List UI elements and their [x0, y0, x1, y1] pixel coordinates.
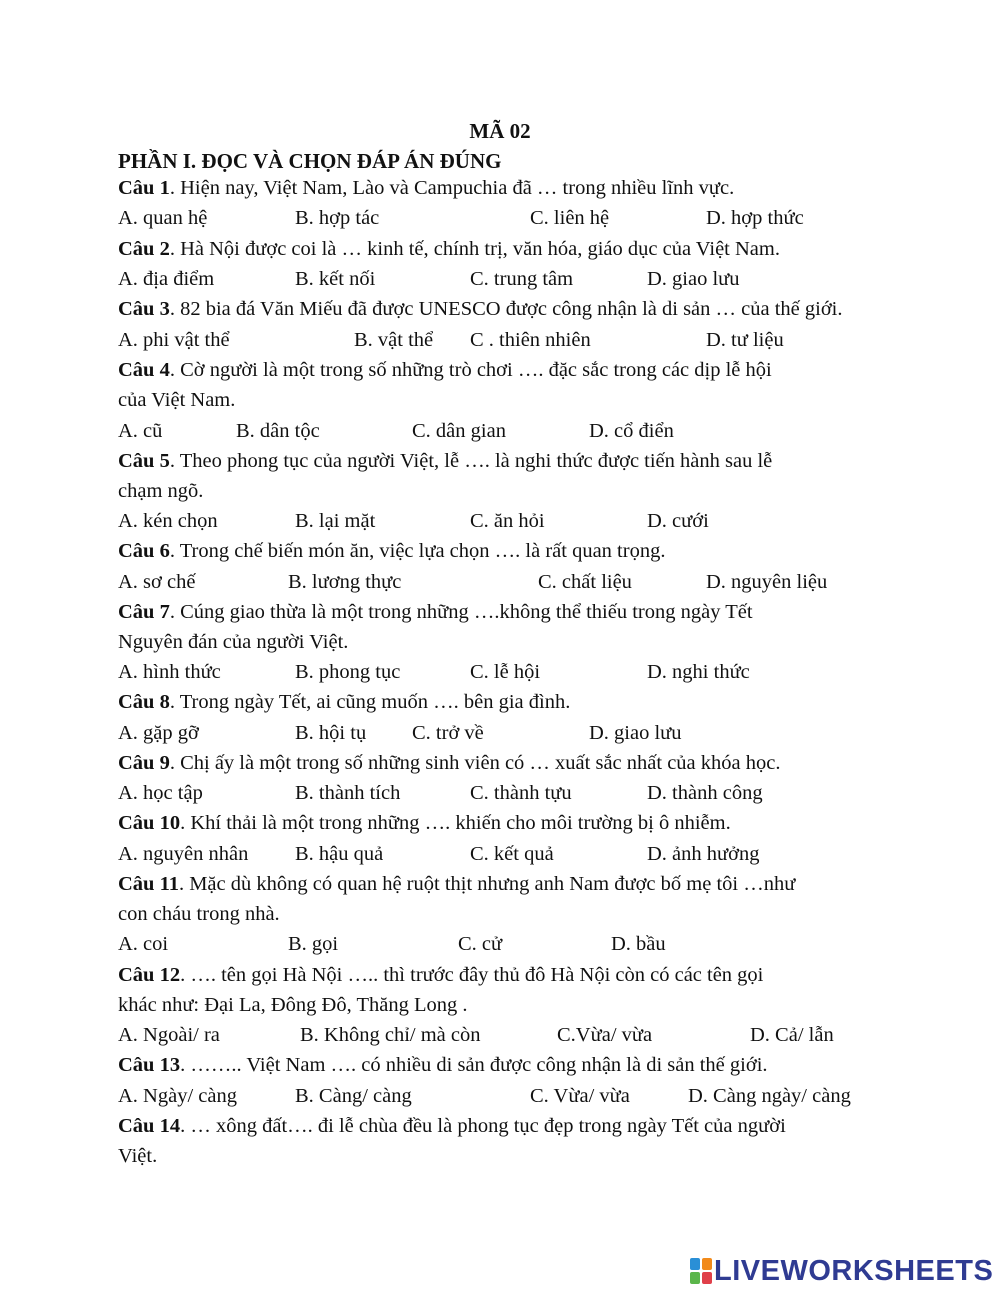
liveworksheets-logo-icon: [690, 1258, 712, 1284]
question-stem: . … xông đất…. đi lễ chùa đều là phong tục đẹp trong ngày Tết của người: [180, 1115, 786, 1137]
question-stem: . Khí thải là một trong những …. khiến cho môi trường bị ô nhiễm.: [180, 812, 731, 834]
answer-option[interactable]: A. kén chọn: [118, 510, 218, 532]
question-number: Câu 3: [118, 298, 170, 320]
answer-option[interactable]: A. sơ chế: [118, 571, 196, 593]
question-text: [118, 872, 795, 896]
page-title: MÃ 02: [469, 119, 531, 143]
answer-option[interactable]: C. thành tựu: [470, 782, 572, 804]
answer-option[interactable]: D. Càng ngày/ càng: [688, 1085, 851, 1107]
question-stem: . Trong ngày Tết, ai cũng muốn …. bên gia đình.: [169, 691, 571, 713]
answer-option[interactable]: B. kết nối: [295, 268, 376, 290]
question-text-continued: Việt.: [118, 1145, 158, 1167]
answer-option[interactable]: D. tư liệu: [706, 329, 784, 351]
answer-option[interactable]: C . thiên nhiên: [470, 329, 591, 351]
answer-option[interactable]: B. hậu quả: [295, 843, 384, 865]
question-number: Câu 6: [118, 540, 170, 562]
answer-option[interactable]: D. bầu: [611, 933, 666, 955]
question-stem: . Hiện nay, Việt Nam, Lào và Campuchia đã … trong nhiều lĩnh vực.: [169, 177, 735, 199]
answer-option[interactable]: B. phong tục: [295, 661, 401, 683]
question-number: Câu 8: [118, 691, 170, 713]
answer-option[interactable]: C. ăn hỏi: [470, 510, 545, 532]
question-stem: . Chị ấy là một trong số những sinh viên có … xuất sắc nhất của khóa học.: [169, 752, 781, 774]
answer-option[interactable]: B. hợp tác: [295, 207, 380, 229]
question-number: Câu 5: [118, 450, 170, 472]
question-number: Câu 2: [118, 238, 170, 260]
question-text: [118, 237, 780, 261]
question-number: Câu 13: [118, 1054, 181, 1076]
answer-option[interactable]: B. Càng/ càng: [295, 1085, 412, 1107]
answer-option[interactable]: A. coi: [118, 933, 169, 955]
liveworksheets-logo: [690, 1253, 993, 1289]
question-stem: . …….. Việt Nam …. có nhiều di sản được công nhận là di sản thế giới.: [180, 1054, 768, 1076]
question-number: Câu 7: [118, 601, 170, 623]
question-text: [118, 449, 772, 473]
answer-option[interactable]: A. nguyên nhân: [118, 843, 249, 865]
answer-option[interactable]: A. Ngoài/ ra: [118, 1024, 220, 1046]
answer-option[interactable]: D. thành công: [647, 782, 763, 804]
question-text-continued: chạm ngõ.: [118, 480, 204, 502]
answer-option[interactable]: D. nghi thức: [647, 661, 750, 683]
question-text: [118, 539, 665, 563]
question-number: Câu 1: [118, 177, 170, 199]
answer-option[interactable]: A. phi vật thể: [118, 329, 230, 351]
question-text-continued: của Việt Nam.: [118, 389, 236, 411]
answer-option[interactable]: B. dân tộc: [236, 420, 320, 442]
question-stem: . Cúng giao thừa là một trong những ….không thể thiếu trong ngày Tết: [169, 601, 753, 623]
question-text: [118, 811, 731, 835]
answer-option[interactable]: D. hợp thức: [706, 207, 804, 229]
question-stem: . 82 bia đá Văn Miếu đã được UNESCO được công nhận là di sản … của thế giới.: [169, 298, 843, 320]
question-stem: . Cờ người là một trong số những trò chơi …. đặc sắc trong các dịp lễ hội: [169, 359, 772, 381]
answer-option[interactable]: B. hội tụ: [295, 722, 367, 744]
answer-option[interactable]: D. giao lưu: [589, 722, 682, 744]
answer-option[interactable]: A. cũ: [118, 420, 163, 442]
answer-option[interactable]: A. học tập: [118, 782, 203, 804]
section-heading: PHẦN I. ĐỌC VÀ CHỌN ĐÁP ÁN ĐÚNG: [118, 149, 502, 173]
question-text: [118, 1114, 786, 1138]
answer-option[interactable]: C. trở về: [412, 722, 484, 744]
question-stem: . Theo phong tục của người Việt, lễ …. là nghi thức được tiến hành sau lễ: [169, 450, 773, 472]
answer-option[interactable]: D. giao lưu: [647, 268, 740, 290]
answer-option[interactable]: A. hình thức: [118, 661, 221, 683]
question-number: Câu 11: [118, 873, 179, 895]
answer-option[interactable]: C. dân gian: [412, 420, 506, 442]
answer-option[interactable]: A. gặp gỡ: [118, 722, 199, 744]
question-text: [118, 1053, 768, 1077]
question-text: [118, 600, 753, 624]
answer-option[interactable]: D. cưới: [647, 510, 709, 532]
question-text: [118, 690, 570, 714]
answer-option[interactable]: B. gọi: [288, 933, 339, 955]
question-text: [118, 751, 780, 775]
question-number: Câu 14: [118, 1115, 181, 1137]
answer-option[interactable]: A. địa điểm: [118, 268, 215, 290]
question-text-continued: Nguyên đán của người Việt.: [118, 631, 349, 653]
question-number: Câu 9: [118, 752, 170, 774]
answer-option[interactable]: C. chất liệu: [538, 571, 632, 593]
question-number: Câu 10: [118, 812, 181, 834]
question-text: [118, 358, 772, 382]
answer-option[interactable]: D. Cả/ lẫn: [750, 1024, 834, 1046]
liveworksheets-wordmark: LIVEWORKSHEETS: [714, 1254, 994, 1287]
question-stem: . …. tên gọi Hà Nội ….. thì trước đây thủ đô Hà Nội còn có các tên gọi: [180, 964, 764, 986]
answer-option[interactable]: B. Không chỉ/ mà còn: [300, 1024, 481, 1046]
answer-option[interactable]: C. Vừa/ vừa: [530, 1085, 630, 1107]
answer-option[interactable]: C.Vừa/ vừa: [557, 1024, 653, 1046]
answer-option[interactable]: B. thành tích: [295, 782, 401, 804]
answer-option[interactable]: C. lễ hội: [470, 661, 541, 683]
question-number: Câu 4: [118, 359, 170, 381]
answer-option[interactable]: C. trung tâm: [470, 268, 574, 290]
answer-option[interactable]: C. cử: [458, 933, 503, 955]
question-number: Câu 12: [118, 964, 181, 986]
answer-option[interactable]: A. Ngày/ càng: [118, 1085, 237, 1107]
answer-option[interactable]: B. lại mặt: [295, 510, 376, 532]
answer-option[interactable]: D. cổ điển: [589, 420, 674, 442]
answer-option[interactable]: C. liên hệ: [530, 207, 610, 229]
question-stem: . Hà Nội được coi là … kinh tế, chính trị, văn hóa, giáo dục của Việt Nam.: [169, 238, 780, 260]
answer-option[interactable]: C. kết quả: [470, 843, 554, 865]
answer-option[interactable]: D. nguyên liệu: [706, 571, 828, 593]
question-stem: . Trong chế biến món ăn, việc lựa chọn …. là rất quan trọng.: [169, 540, 666, 562]
answer-option[interactable]: B. lương thực: [288, 571, 402, 593]
question-text: [118, 297, 843, 321]
question-text-continued: con cháu trong nhà.: [118, 903, 280, 925]
answer-option[interactable]: B. vật thể: [354, 329, 434, 351]
answer-option[interactable]: D. ảnh hưởng: [647, 843, 760, 865]
answer-option[interactable]: A. quan hệ: [118, 207, 208, 229]
question-text-continued: khác như: Đại La, Đông Đô, Thăng Long .: [118, 994, 468, 1016]
question-text: [118, 176, 734, 200]
question-text: [118, 963, 763, 987]
question-stem: . Mặc dù không có quan hệ ruột thịt nhưng anh Nam được bố mẹ tôi …như: [178, 873, 796, 895]
